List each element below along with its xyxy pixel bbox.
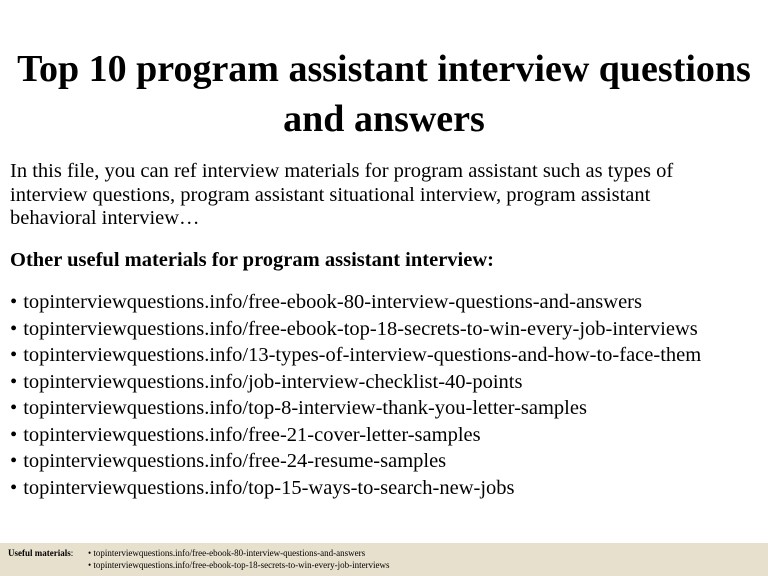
intro-line-1: In this file, you can ref interview materials for program assistant such as types of: [10, 160, 674, 182]
intro-line-3: behavioral interview…: [10, 207, 200, 229]
bullet-icon: •: [10, 423, 18, 446]
link-text: topinterviewquestions.info/13-types-of-interview-questions-and-how-to-face-them: [23, 344, 702, 366]
bullet-icon: •: [10, 476, 18, 499]
list-item: [10, 316, 765, 343]
title-line-2: and answers: [283, 98, 485, 140]
footer-label: [8, 548, 73, 559]
list-item: [10, 289, 765, 316]
footer-item: • topinterviewquestions.info/free-ebook-80-interview-questions-and-answers: [88, 548, 366, 558]
link-text: topinterviewquestions.info/free-21-cover-letter-samples: [23, 423, 481, 446]
link-text: topinterviewquestions.info/top-8-interview-thank-you-letter-samples: [23, 397, 587, 419]
link-text: topinterviewquestions.info/free-ebook-top-18-secrets-to-win-every-job-interviews: [23, 317, 698, 340]
link-text: topinterviewquestions.info/top-15-ways-to-search-new-jobs: [23, 476, 515, 499]
materials-list: [10, 289, 765, 501]
materials-heading: Other useful materials for program assistant interview:: [10, 249, 494, 271]
bullet-icon: •: [10, 450, 18, 472]
footer-item: • topinterviewquestions.info/free-ebook-top-18-secrets-to-win-every-job-interviews: [88, 560, 390, 570]
list-item: [10, 475, 765, 502]
link-text: topinterviewquestions.info/free-24-resume-samples: [23, 450, 447, 472]
list-item: [10, 342, 765, 369]
intro-paragraph: [10, 160, 760, 231]
footer-bar: [0, 543, 768, 576]
link-text: topinterviewquestions.info/free-ebook-80-interview-questions-and-answers: [23, 291, 642, 313]
intro-line-2: interview questions, program assistant situational interview, program assistant: [10, 183, 651, 206]
link-text: topinterviewquestions.info/job-interview-checklist-40-points: [23, 370, 523, 393]
bullet-icon: •: [10, 291, 18, 313]
list-item: [10, 395, 765, 422]
list-item: [10, 448, 765, 475]
list-item: [10, 369, 765, 396]
bullet-icon: •: [10, 397, 18, 419]
bullet-icon: •: [10, 317, 18, 340]
title-line-1: Top 10 program assistant interview questions: [17, 48, 751, 90]
footer-label-colon: :: [70, 548, 74, 558]
bullet-icon: •: [10, 344, 18, 366]
list-item: [10, 422, 765, 449]
bullet-icon: •: [10, 370, 18, 393]
footer-label-text: Useful materials: [8, 548, 71, 558]
page-title: [0, 44, 768, 144]
